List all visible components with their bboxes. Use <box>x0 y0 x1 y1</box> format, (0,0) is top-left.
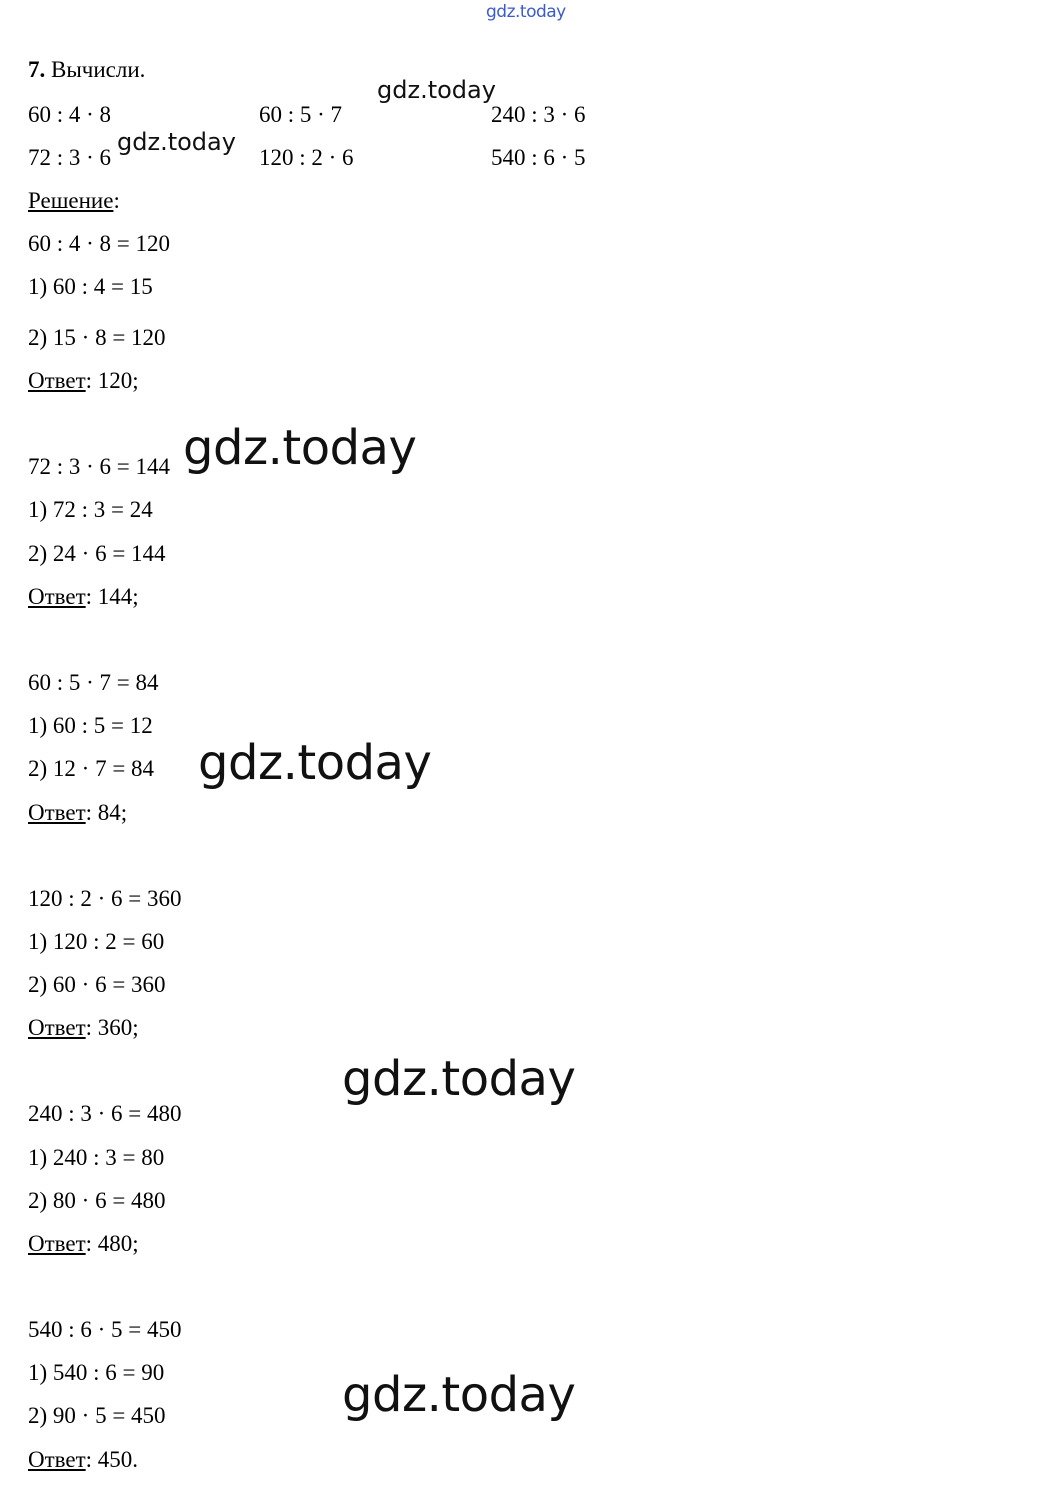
watermark-small-2: gdz.today <box>117 128 236 156</box>
solution-1-step-1: 1) 60 : 4 = 15 <box>28 274 153 299</box>
watermark-small-1: gdz.today <box>377 76 496 104</box>
answer-value: : 480; <box>85 1231 139 1256</box>
task-number: 7. <box>28 57 46 82</box>
solution-1-step-2: 2) 15 · 8 = 120 <box>28 325 166 350</box>
answer-value: : 120; <box>85 368 139 393</box>
expression-2: 60 : 5 · 7 <box>259 102 343 127</box>
solution-5-answer <box>28 1230 139 1258</box>
solution-heading: Решение: <box>28 188 120 213</box>
answer-label: Ответ <box>28 368 86 393</box>
solution-5-expression: 240 : 3 · 6 = 480 <box>28 1101 182 1126</box>
solution-3-answer <box>28 799 127 827</box>
solution-6-answer <box>28 1446 138 1474</box>
solution-6-step-2: 2) 90 · 5 = 450 <box>28 1403 166 1428</box>
expression-5: 120 : 2 · 6 <box>259 145 354 170</box>
solution-5-step-1: 1) 240 : 3 = 80 <box>28 1145 165 1170</box>
watermark-large-3: gdz.today <box>342 1051 576 1107</box>
solution-6-step-1: 1) 540 : 6 = 90 <box>28 1360 165 1385</box>
solution-5-step-2: 2) 80 · 6 = 480 <box>28 1188 166 1213</box>
solution-1-answer <box>28 367 139 395</box>
answer-label: Ответ <box>28 1447 86 1472</box>
answer-label: Ответ <box>28 584 86 609</box>
solution-3-expression: 60 : 5 · 7 = 84 <box>28 670 159 695</box>
solution-6-expression: 540 : 6 · 5 = 450 <box>28 1317 182 1342</box>
watermark-large-1: gdz.today <box>183 420 417 476</box>
answer-label: Ответ <box>28 1231 86 1256</box>
answer-label: Ответ <box>28 1015 86 1040</box>
solution-2-answer <box>28 583 139 611</box>
solution-2-expression: 72 : 3 · 6 = 144 <box>28 454 171 479</box>
task-title: Вычисли. <box>51 57 146 82</box>
expression-1: 60 : 4 · 8 <box>28 102 112 127</box>
expression-3: 240 : 3 · 6 <box>491 102 586 127</box>
solution-1-expression: 60 : 4 · 8 = 120 <box>28 231 171 256</box>
solution-label: Решение <box>28 188 114 213</box>
solution-2-step-1: 1) 72 : 3 = 24 <box>28 497 153 522</box>
answer-value: : 144; <box>85 584 139 609</box>
solution-4-step-1: 1) 120 : 2 = 60 <box>28 929 165 954</box>
solution-3-step-2: 2) 12 · 7 = 84 <box>28 756 155 781</box>
answer-value: : 360; <box>85 1015 139 1040</box>
watermark-top: gdz.today <box>486 2 566 22</box>
watermark-large-4: gdz.today <box>342 1367 576 1423</box>
answer-value: : 84; <box>85 800 128 825</box>
watermark-large-2: gdz.today <box>198 735 432 791</box>
task-header <box>28 56 145 84</box>
answer-value: : 450. <box>85 1447 139 1472</box>
expression-6: 540 : 6 · 5 <box>491 145 586 170</box>
solution-2-step-2: 2) 24 · 6 = 144 <box>28 541 166 566</box>
solution-4-expression: 120 : 2 · 6 = 360 <box>28 886 182 911</box>
solution-4-step-2: 2) 60 · 6 = 360 <box>28 972 166 997</box>
answer-label: Ответ <box>28 800 86 825</box>
expression-4: 72 : 3 · 6 <box>28 145 112 170</box>
solution-4-answer <box>28 1014 139 1042</box>
solution-3-step-1: 1) 60 : 5 = 12 <box>28 713 153 738</box>
